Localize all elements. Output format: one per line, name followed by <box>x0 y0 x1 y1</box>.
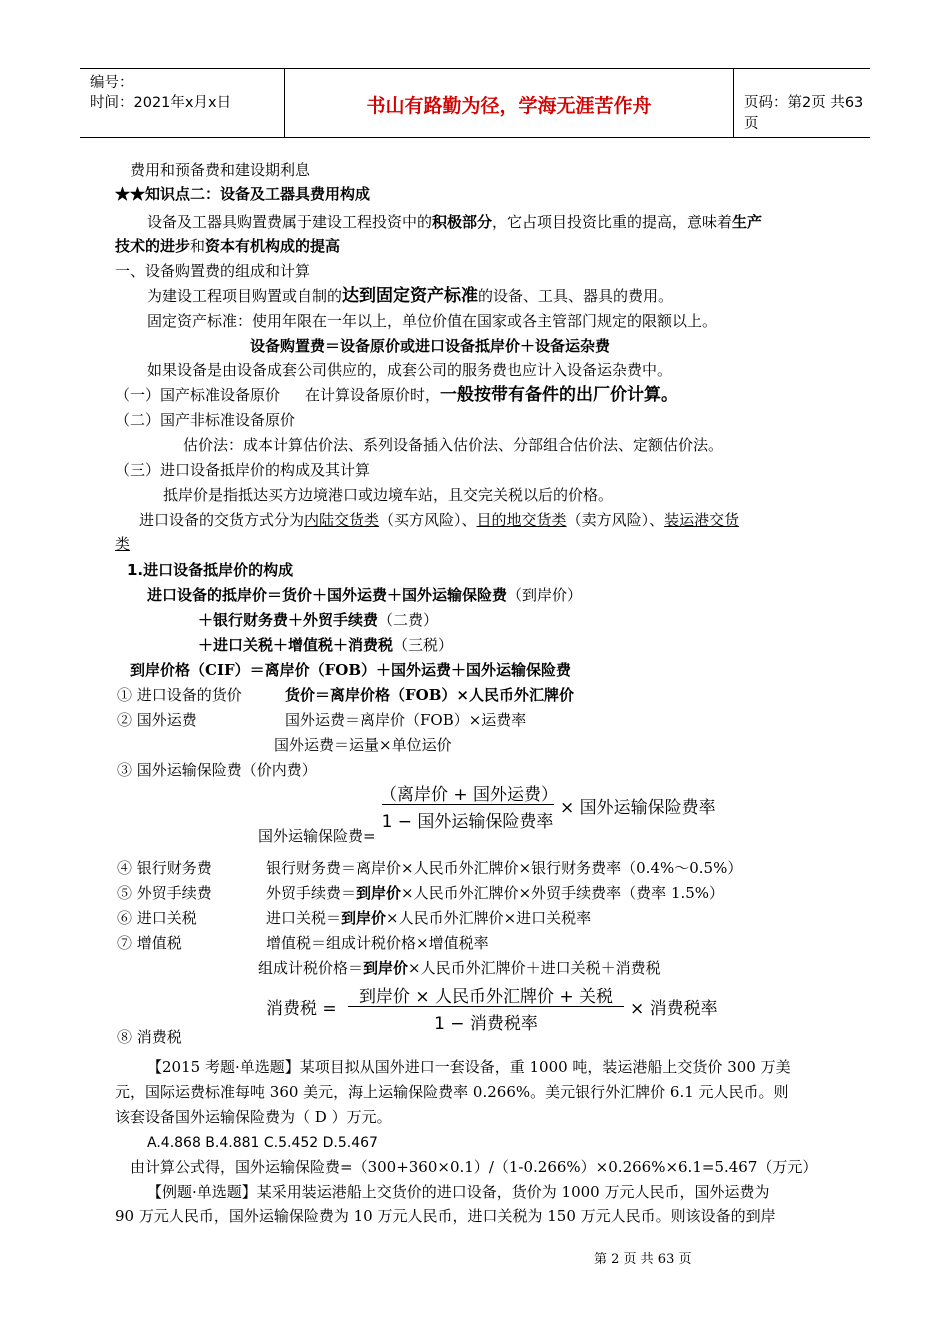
emphasis: 积极部分 <box>432 213 493 231</box>
page-header <box>80 68 870 138</box>
fraction-bar <box>382 804 554 805</box>
question-line: 90 万元人民币，国外运输保险费为 10 万元人民币，进口关税为 150 万元人民币。则该设备的到岸 <box>115 1207 776 1225</box>
page-info: 页码：第2页 共63页 <box>744 95 864 132</box>
text-span: （卖方风险）、 <box>566 511 665 529</box>
text-span: 进口关税＝ <box>266 909 342 927</box>
item-label: ⑥ 进口关税 <box>117 909 197 927</box>
text-span: ×人民币外汇牌价×进口关税率 <box>386 909 592 927</box>
text-span: ×人民币外汇牌价×外贸手续费率（费率 1.5%） <box>401 884 725 902</box>
item-formula: 国外运费＝运量×单位运价 <box>274 736 452 754</box>
emphasis: 到岸价 <box>356 884 402 902</box>
item-label: ⑦ 增值税 <box>117 934 182 952</box>
item-label: ④ 银行财务费 <box>117 859 212 877</box>
paragraph-line: 估价法：成本计算估价法、系列设备插入估价法、分部组合估价法、定额估价法。 <box>183 436 724 454</box>
emphasis: 到岸价 <box>363 959 409 977</box>
formula-line <box>198 610 438 630</box>
formula-line: 设备购置费＝设备原价或进口设备抵岸价＋设备运杂费 <box>250 337 611 355</box>
answer-explanation: 由计算公式得，国外运输保险费=（300+360×0.1）/（1-0.266%）×0.266%×6.1=5.467（万元） <box>130 1158 818 1176</box>
item-label: ③ 国外运输保险费（价内费） <box>117 761 317 779</box>
item-label: ⑧ 消费税 <box>117 1028 182 1046</box>
section-heading: （三）进口设备抵岸价的构成及其计算 <box>115 461 371 479</box>
text-span: （一）国产标准设备原价 <box>115 386 281 404</box>
paragraph-line: 固定资产标准：使用年限在一年以上，单位价值在国家或各主管部门规定的限额以上。 <box>147 312 718 330</box>
header-motto-cell <box>284 69 734 137</box>
item-formula: 增值税＝组成计税价格×增值税率 <box>266 934 489 952</box>
text-span: 进口设备的交货方式分为 <box>139 511 305 529</box>
section-heading: （二）国产非标准设备原价 <box>115 411 296 429</box>
text-span: （三税） <box>393 636 454 654</box>
formula-line: 到岸价格（CIF）＝离岸价（FOB）＋国外运费＋国外运输保险费 <box>130 661 572 679</box>
emphasis: 到岸价 <box>341 909 387 927</box>
section-heading: ★★知识点二：设备及工器具费用构成 <box>115 185 371 203</box>
insurance-formula <box>380 780 740 830</box>
emphasis: 达到固定资产标准 <box>342 286 479 306</box>
time-label: 时间：2021年x月x日 <box>90 95 232 111</box>
fraction-multiplier: × 国外运输保险费率 <box>560 798 716 818</box>
paragraph-line: 如果设备是由设备成套公司供应的，成套公司的服务费也应计入设备运杂费中。 <box>147 361 673 379</box>
paragraph-line <box>147 212 762 232</box>
text-span: ，它占项目投资比重的提高，意味着 <box>492 213 733 231</box>
subsection-heading: 1.进口设备抵岸价的构成 <box>127 561 294 579</box>
item-label: ⑤ 外贸手续费 <box>117 884 212 902</box>
emphasis: 资本有机构成的提高 <box>205 237 341 255</box>
text-span: 在计算设备原价时， <box>305 386 441 404</box>
formula: ＋进口关税＋增值税＋消费税 <box>198 636 394 654</box>
text-line: 费用和预备费和建设期利息 <box>130 161 311 179</box>
item-formula <box>258 958 661 978</box>
item-label: ① 进口设备的货价 <box>117 686 242 704</box>
emphasis: 一般按带有备件的出厂价计算。 <box>440 385 679 405</box>
text-span: （二费） <box>378 611 439 629</box>
section-heading: 一、设备购置费的组成和计算 <box>115 262 311 280</box>
item-formula: 国外运费＝离岸价（FOB）×运费率 <box>285 711 527 729</box>
page-footer: 第 2 页 共 63 页 <box>594 1252 692 1267</box>
text-span: 设备及工器具购置费属于建设工程投资中的 <box>147 213 433 231</box>
paragraph-line: 抵岸价是指抵达买方边境港口或边境车站，且交完关税以后的价格。 <box>163 486 614 504</box>
question-line: 【例题·单选题】某采用装运港船上交货价的进口设备，货价为 1000 万元人民币，国外运费为 <box>147 1183 770 1201</box>
number-label: 编号： <box>90 75 134 91</box>
question-line: 元，国际运费标准每吨 360 美元，海上运输保险费率 0.266%。美元银行外汇牌价 6.1 元人民币。则 <box>115 1083 789 1101</box>
consumption-tax-formula <box>266 982 736 1034</box>
fraction-denominator: 1 − 国外运输保险费率 <box>381 812 554 832</box>
fraction-multiplier: × 消费税率 <box>630 999 718 1019</box>
fraction-numerator: （离岸价 + 国外运费） <box>380 785 559 805</box>
fraction-denominator: 1 − 消费税率 <box>434 1014 538 1034</box>
text-span: （买方风险）、 <box>379 511 477 529</box>
underlined-term: 装运港交货 <box>664 511 740 529</box>
fraction-numerator: 到岸价 × 人民币外汇牌价 + 关税 <box>358 987 614 1007</box>
text-span: ×人民币外汇牌价＋进口关税＋消费税 <box>408 959 661 977</box>
text-span: 和 <box>190 237 206 255</box>
question-line: 该套设备国外运输保险费为（ D ）万元。 <box>115 1108 392 1126</box>
item-formula <box>266 908 591 928</box>
formula-line <box>198 635 453 655</box>
motto: 书山有路勤为径，学海无涯苦作舟 <box>366 95 652 117</box>
paragraph-line <box>139 510 739 530</box>
question-line: 【2015 考题·单选题】某项目拟从国外进口一套设备，重 1000 吨，装运港船上交货价 300 万美 <box>147 1058 791 1076</box>
text-span: （到岸价） <box>507 586 583 604</box>
underlined-term: 内陆交货类 <box>304 511 380 529</box>
formula-label: 消费税 = <box>266 999 337 1019</box>
paragraph-line <box>115 385 678 405</box>
answer-options: A.4.868 B.4.881 C.5.452 D.5.467 <box>147 1135 378 1151</box>
item-formula: 银行财务费＝离岸价×人民币外汇牌价×银行财务费率（0.4%～0.5%） <box>266 859 743 877</box>
text-span: 外贸手续费＝ <box>266 884 357 902</box>
underlined-term: 类 <box>115 535 131 553</box>
text-span: 组成计税价格＝ <box>258 959 364 977</box>
item-formula: 货价＝离岸价格（FOB）×人民币外汇牌价 <box>285 686 574 704</box>
formula: ＋银行财务费＋外贸手续费 <box>198 611 379 629</box>
emphasis: 技术的进步 <box>115 237 191 255</box>
underlined-term: 目的地交货类 <box>476 511 567 529</box>
item-formula <box>266 883 724 903</box>
item-label: ② 国外运费 <box>117 711 197 729</box>
header-meta <box>80 71 280 135</box>
formula-line <box>147 585 582 605</box>
text-span: 为建设工程项目购置或自制的 <box>147 287 343 305</box>
fraction-bar <box>348 1006 624 1007</box>
formula-label: 国外运输保险费= <box>258 827 376 845</box>
paragraph-line <box>147 286 673 306</box>
text-span: 的设备、工具、器具的费用。 <box>478 287 674 305</box>
formula: 进口设备的抵岸价＝货价＋国外运费＋国外运输保险费 <box>147 586 508 604</box>
emphasis: 生产 <box>732 213 763 231</box>
paragraph-line <box>115 236 340 256</box>
